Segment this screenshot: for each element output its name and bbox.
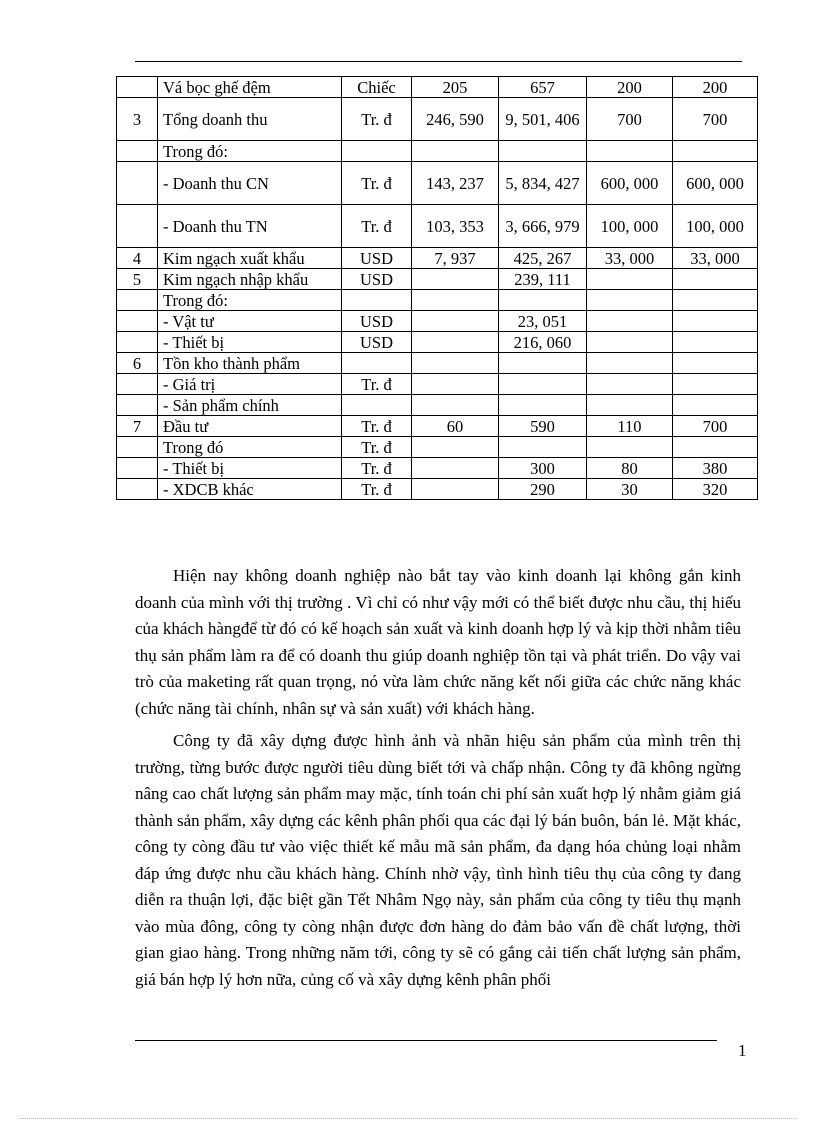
value-cell-1 (412, 311, 499, 332)
value-cell-2: 3, 666, 979 (499, 205, 587, 248)
row-number-cell (117, 290, 158, 311)
value-cell-3: 33, 000 (587, 248, 673, 269)
row-number-cell: 6 (117, 353, 158, 374)
indicator-cell: - Doanh thu CN (158, 162, 342, 205)
indicator-cell: Đầu tư (158, 416, 342, 437)
value-cell-1: 7, 937 (412, 248, 499, 269)
value-cell-1 (412, 353, 499, 374)
table-row (117, 395, 758, 416)
value-cell-4 (673, 141, 758, 162)
value-cell-2 (499, 290, 587, 311)
value-cell-4: 380 (673, 458, 758, 479)
value-cell-3: 700 (587, 98, 673, 141)
table-row (117, 353, 758, 374)
row-number-cell (117, 374, 158, 395)
value-cell-2: 657 (499, 77, 587, 98)
value-cell-2: 23, 051 (499, 311, 587, 332)
value-cell-1: 103, 353 (412, 205, 499, 248)
table-row (117, 141, 758, 162)
row-number-cell: 4 (117, 248, 158, 269)
unit-cell: USD (342, 269, 412, 290)
value-cell-1: 205 (412, 77, 499, 98)
table-row (117, 458, 758, 479)
indicator-cell: - XDCB khác (158, 479, 342, 500)
paragraph: Hiện nay không doanh nghiệp nào bắt tay vào kinh doanh lại không gắn kinh doanh của mình với thị trường . Vì chỉ có như vậy mới có thể biết được nhu cầu, thị hiếu của khách hàngđể từ đó có kế hoạch sản xuất và kinh doanh hợp lý và kịp thời nhằm tiêu thụ sản phẩm làm ra để có doanh thu giúp doanh nghiệp tồn tại và phát triển. Do vậy vai trò của maketing rất quan trọng, nó vừa làm chức năng kết nối giữa các chức năng khác (chức năng tài chính, nhân sự và sản xuất) với khách hàng. (135, 566, 741, 718)
unit-cell: Tr. đ (342, 416, 412, 437)
table-row (117, 77, 758, 98)
row-number-cell (117, 395, 158, 416)
value-cell-3 (587, 290, 673, 311)
value-cell-3: 200 (587, 77, 673, 98)
unit-cell (342, 290, 412, 311)
indicator-cell: - Sản phẩm chính (158, 395, 342, 416)
value-cell-4: 33, 000 (673, 248, 758, 269)
row-number-cell (117, 141, 158, 162)
row-number-cell (117, 332, 158, 353)
value-cell-2 (499, 353, 587, 374)
body-text (135, 563, 741, 999)
row-number-cell: 5 (117, 269, 158, 290)
value-cell-1 (412, 437, 499, 458)
page-number: 1 (738, 1041, 747, 1060)
unit-cell: USD (342, 248, 412, 269)
table-row (117, 479, 758, 500)
value-cell-4: 320 (673, 479, 758, 500)
unit-cell: Tr. đ (342, 374, 412, 395)
unit-cell: Tr. đ (342, 98, 412, 141)
value-cell-3 (587, 311, 673, 332)
unit-cell: Tr. đ (342, 162, 412, 205)
table-row (117, 290, 758, 311)
header-rule (135, 61, 742, 62)
value-cell-2: 239, 111 (499, 269, 587, 290)
value-cell-1 (412, 374, 499, 395)
row-number-cell: 7 (117, 416, 158, 437)
value-cell-4: 600, 000 (673, 162, 758, 205)
value-cell-2 (499, 395, 587, 416)
value-cell-3 (587, 353, 673, 374)
indicator-cell: - Giá trị (158, 374, 342, 395)
value-cell-2: 5, 834, 427 (499, 162, 587, 205)
value-cell-2: 216, 060 (499, 332, 587, 353)
unit-cell (342, 353, 412, 374)
value-cell-3 (587, 395, 673, 416)
unit-cell: Tr. đ (342, 479, 412, 500)
value-cell-4 (673, 332, 758, 353)
indicator-cell: - Vật tư (158, 311, 342, 332)
value-cell-2: 425, 267 (499, 248, 587, 269)
row-number-cell (117, 77, 158, 98)
unit-cell (342, 141, 412, 162)
value-cell-3 (587, 141, 673, 162)
paragraph: Công ty đã xây dựng được hình ảnh và nhãn hiệu sản phẩm của mình trên thị trường, từng bước được người tiêu dùng biết tới và chấp nhận. Công ty đã không ngừng nâng cao chất lượng sản phẩm may mặc, tính toán chi phí sản xuất hợp lý nhằm giảm giá thành sản phẩm, xây dựng các kênh phân phối qua các đại lý bán buôn, bán lẻ. Mặt khác, công ty còng đầu tư vào việc thiết kế mẫu mã sản phẩm, đa dạng hóa chủng loại nhằm đáp ứng được nhu cầu khách hàng. Chính nhờ vậy, tình hình tiêu thụ của công ty đang diễn ra thuận lợi, đặc biệt gần Tết Nhâm Ngọ này, sản phẩm của công ty tiêu thụ mạnh vào mùa đông, công ty còng nhận được đơn hàng do đảm bảo vấn đề chất lượng, thời gian giao hàng. Trong những năm tới, công ty sẽ có gắng cải tiến chất lượng sản phẩm, giá bán hợp lý hơn nữa, củng cố và xây dựng kênh phân phối (135, 731, 741, 989)
row-number-cell: 3 (117, 98, 158, 141)
value-cell-3 (587, 332, 673, 353)
unit-cell (342, 395, 412, 416)
table-row (117, 332, 758, 353)
indicator-cell: Trong đó: (158, 141, 342, 162)
statistics-table (116, 76, 758, 500)
page-edge (20, 1118, 796, 1119)
indicator-cell: Trong đó: (158, 290, 342, 311)
value-cell-2: 9, 501, 406 (499, 98, 587, 141)
table-row (117, 416, 758, 437)
table-row (117, 205, 758, 248)
value-cell-4 (673, 353, 758, 374)
value-cell-2: 290 (499, 479, 587, 500)
table-row (117, 437, 758, 458)
indicator-cell: Trong đó (158, 437, 342, 458)
value-cell-3 (587, 374, 673, 395)
value-cell-2: 590 (499, 416, 587, 437)
value-cell-4: 700 (673, 416, 758, 437)
value-cell-2 (499, 141, 587, 162)
row-number-cell (117, 162, 158, 205)
table-body (117, 77, 758, 500)
row-number-cell (117, 205, 158, 248)
value-cell-4 (673, 290, 758, 311)
value-cell-4: 700 (673, 98, 758, 141)
row-number-cell (117, 458, 158, 479)
row-number-cell (117, 479, 158, 500)
value-cell-1 (412, 290, 499, 311)
unit-cell: Chiếc (342, 77, 412, 98)
value-cell-1 (412, 269, 499, 290)
table-row (117, 248, 758, 269)
value-cell-3: 110 (587, 416, 673, 437)
value-cell-4 (673, 374, 758, 395)
value-cell-1: 143, 237 (412, 162, 499, 205)
value-cell-4: 200 (673, 77, 758, 98)
unit-cell: USD (342, 311, 412, 332)
value-cell-4 (673, 395, 758, 416)
value-cell-4: 100, 000 (673, 205, 758, 248)
value-cell-1: 60 (412, 416, 499, 437)
value-cell-1 (412, 332, 499, 353)
value-cell-3: 600, 000 (587, 162, 673, 205)
table-row (117, 162, 758, 205)
table-row (117, 311, 758, 332)
value-cell-3 (587, 269, 673, 290)
indicator-cell: Tồn kho thành phẩm (158, 353, 342, 374)
value-cell-4 (673, 311, 758, 332)
unit-cell: USD (342, 332, 412, 353)
table-row (117, 269, 758, 290)
footer-rule (135, 1040, 717, 1041)
indicator-cell: Kim ngạch nhập khẩu (158, 269, 342, 290)
table-row (117, 98, 758, 141)
indicator-cell: Tổng doanh thu (158, 98, 342, 141)
value-cell-3: 100, 000 (587, 205, 673, 248)
value-cell-1: 246, 590 (412, 98, 499, 141)
value-cell-4 (673, 437, 758, 458)
value-cell-3: 30 (587, 479, 673, 500)
indicator-cell: - Thiết bị (158, 458, 342, 479)
indicator-cell: Vá bọc ghế đệm (158, 77, 342, 98)
value-cell-4 (673, 269, 758, 290)
row-number-cell (117, 437, 158, 458)
indicator-cell: - Thiết bị (158, 332, 342, 353)
value-cell-2 (499, 437, 587, 458)
table-row (117, 374, 758, 395)
value-cell-2 (499, 374, 587, 395)
unit-cell: Tr. đ (342, 205, 412, 248)
unit-cell: Tr. đ (342, 458, 412, 479)
indicator-cell: - Doanh thu TN (158, 205, 342, 248)
value-cell-2: 300 (499, 458, 587, 479)
value-cell-1 (412, 479, 499, 500)
value-cell-3: 80 (587, 458, 673, 479)
unit-cell: Tr. đ (342, 437, 412, 458)
value-cell-1 (412, 141, 499, 162)
row-number-cell (117, 311, 158, 332)
value-cell-3 (587, 437, 673, 458)
value-cell-1 (412, 458, 499, 479)
value-cell-1 (412, 395, 499, 416)
indicator-cell: Kim ngạch xuất khẩu (158, 248, 342, 269)
